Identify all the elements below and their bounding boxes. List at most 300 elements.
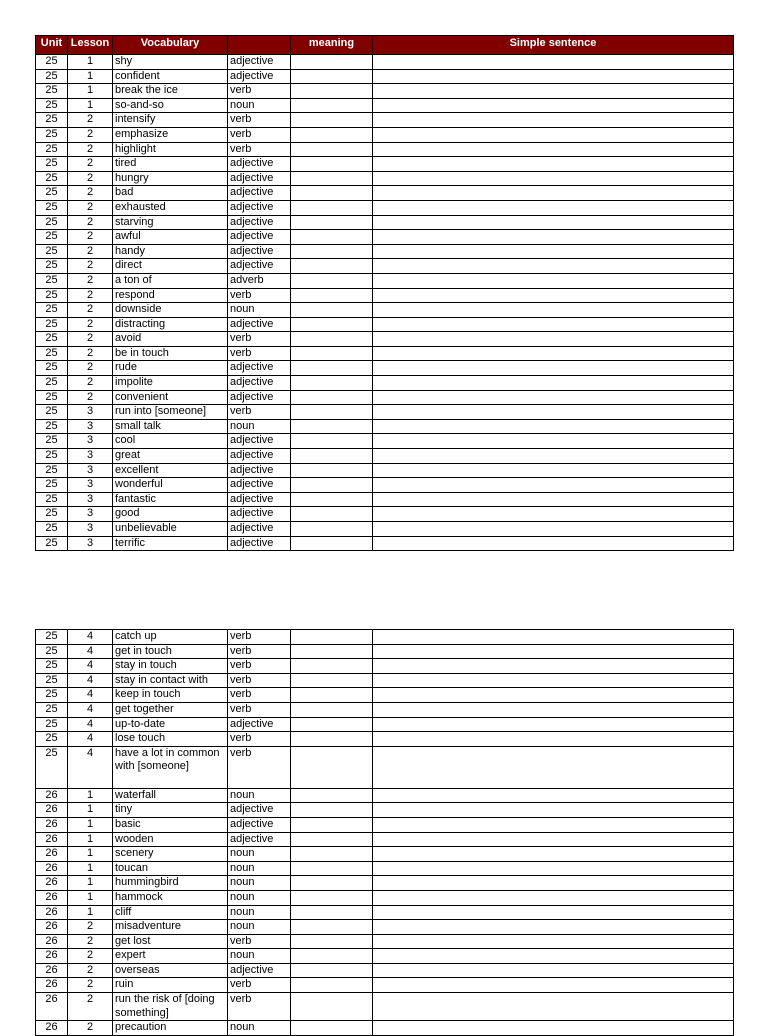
- lesson-cell: 2: [68, 142, 113, 157]
- table-row: [36, 1021, 734, 1036]
- sentence-cell: [373, 332, 734, 347]
- vocabulary-cell: emphasize: [113, 127, 228, 142]
- meaning-cell: [291, 171, 373, 186]
- meaning-cell: [291, 84, 373, 99]
- unit-cell: 25: [36, 419, 68, 434]
- unit-cell: 25: [36, 732, 68, 747]
- vocabulary-cell: handy: [113, 244, 228, 259]
- table-row: [36, 288, 734, 303]
- lesson-cell: 3: [68, 522, 113, 537]
- vocabulary-cell: have a lot in common with [someone]: [113, 746, 228, 788]
- part-of-speech-cell: noun: [228, 876, 291, 891]
- meaning-cell: [291, 803, 373, 818]
- table-row: [36, 273, 734, 288]
- vocabulary-cell: rude: [113, 361, 228, 376]
- meaning-cell: [291, 817, 373, 832]
- unit-cell: 25: [36, 522, 68, 537]
- sentence-cell: [373, 98, 734, 113]
- table-row: [36, 630, 734, 645]
- table-row: [36, 746, 734, 788]
- lesson-cell: 2: [68, 920, 113, 935]
- meaning-cell: [291, 332, 373, 347]
- lesson-cell: 1: [68, 861, 113, 876]
- unit-cell: 26: [36, 993, 68, 1021]
- unit-cell: 25: [36, 644, 68, 659]
- part-of-speech-cell: noun: [228, 890, 291, 905]
- part-of-speech-cell: adverb: [228, 273, 291, 288]
- part-of-speech-cell: noun: [228, 847, 291, 862]
- table-row: [36, 644, 734, 659]
- meaning-cell: [291, 536, 373, 551]
- part-of-speech-cell: verb: [228, 732, 291, 747]
- sentence-cell: [373, 259, 734, 274]
- table-row: [36, 419, 734, 434]
- vocabulary-cell: hungry: [113, 171, 228, 186]
- sentence-cell: [373, 644, 734, 659]
- sentence-cell: [373, 688, 734, 703]
- part-of-speech-cell: verb: [228, 993, 291, 1021]
- table-row: [36, 259, 734, 274]
- sentence-cell: [373, 478, 734, 493]
- sentence-cell: [373, 717, 734, 732]
- vocabulary-cell: cool: [113, 434, 228, 449]
- part-of-speech-cell: adjective: [228, 390, 291, 405]
- unit-cell: 26: [36, 905, 68, 920]
- vocabulary-cell: misadventure: [113, 920, 228, 935]
- table-row: [36, 434, 734, 449]
- sentence-cell: [373, 84, 734, 99]
- table-row: [36, 717, 734, 732]
- unit-cell: 26: [36, 803, 68, 818]
- lesson-cell: 1: [68, 905, 113, 920]
- part-of-speech-cell: noun: [228, 98, 291, 113]
- vocabulary-cell: ruin: [113, 978, 228, 993]
- vocabulary-cell: confident: [113, 69, 228, 84]
- unit-cell: 26: [36, 963, 68, 978]
- lesson-cell: 2: [68, 1021, 113, 1036]
- sentence-cell: [373, 142, 734, 157]
- vocabulary-cell: keep in touch: [113, 688, 228, 703]
- table-row: [36, 376, 734, 391]
- sentence-cell: [373, 630, 734, 645]
- unit-cell: 25: [36, 449, 68, 464]
- lesson-cell: 4: [68, 746, 113, 788]
- lesson-cell: 3: [68, 536, 113, 551]
- meaning-cell: [291, 993, 373, 1021]
- sentence-cell: [373, 1021, 734, 1036]
- lesson-cell: 1: [68, 890, 113, 905]
- unit-cell: 26: [36, 832, 68, 847]
- unit-cell: 26: [36, 934, 68, 949]
- lesson-cell: 3: [68, 419, 113, 434]
- sentence-cell: [373, 390, 734, 405]
- lesson-cell: 2: [68, 949, 113, 964]
- table-row: [36, 993, 734, 1021]
- lesson-cell: 3: [68, 492, 113, 507]
- sentence-cell: [373, 993, 734, 1021]
- sentence-cell: [373, 746, 734, 788]
- meaning-cell: [291, 644, 373, 659]
- meaning-cell: [291, 361, 373, 376]
- table-row: [36, 230, 734, 245]
- lesson-cell: 2: [68, 259, 113, 274]
- unit-cell: 25: [36, 171, 68, 186]
- part-of-speech-cell: adjective: [228, 492, 291, 507]
- table-row: [36, 69, 734, 84]
- unit-cell: 25: [36, 659, 68, 674]
- lesson-cell: 2: [68, 978, 113, 993]
- meaning-cell: [291, 346, 373, 361]
- unit-cell: 25: [36, 434, 68, 449]
- vocabulary-cell: cliff: [113, 905, 228, 920]
- part-of-speech-cell: verb: [228, 934, 291, 949]
- part-of-speech-cell: adjective: [228, 215, 291, 230]
- meaning-cell: [291, 405, 373, 420]
- part-of-speech-cell: verb: [228, 978, 291, 993]
- unit-cell: 25: [36, 492, 68, 507]
- table-row: [36, 788, 734, 803]
- vocabulary-cell: break the ice: [113, 84, 228, 99]
- part-of-speech-cell: verb: [228, 142, 291, 157]
- sentence-cell: [373, 522, 734, 537]
- sentence-cell: [373, 171, 734, 186]
- unit-cell: 25: [36, 127, 68, 142]
- meaning-cell: [291, 963, 373, 978]
- sentence-cell: [373, 659, 734, 674]
- part-of-speech-cell: adjective: [228, 478, 291, 493]
- sentence-cell: [373, 244, 734, 259]
- sentence-cell: [373, 788, 734, 803]
- table-row: [36, 832, 734, 847]
- vocabulary-cell: excellent: [113, 463, 228, 478]
- table-row: [36, 847, 734, 862]
- table-row: [36, 522, 734, 537]
- vocabulary-cell: downside: [113, 303, 228, 318]
- unit-cell: 25: [36, 390, 68, 405]
- table-row: [36, 659, 734, 674]
- part-of-speech-cell: verb: [228, 659, 291, 674]
- unit-cell: 25: [36, 536, 68, 551]
- sentence-cell: [373, 890, 734, 905]
- table-row: [36, 157, 734, 172]
- lesson-cell: 4: [68, 688, 113, 703]
- table-row: [36, 463, 734, 478]
- vocabulary-cell: terrific: [113, 536, 228, 551]
- table-row: [36, 478, 734, 493]
- vocabulary-cell: hummingbird: [113, 876, 228, 891]
- meaning-cell: [291, 746, 373, 788]
- table-row: [36, 934, 734, 949]
- table-row: [36, 171, 734, 186]
- unit-cell: 26: [36, 1021, 68, 1036]
- sentence-cell: [373, 978, 734, 993]
- unit-cell: 26: [36, 817, 68, 832]
- part-of-speech-cell: verb: [228, 688, 291, 703]
- vocabulary-cell: up-to-date: [113, 717, 228, 732]
- meaning-cell: [291, 788, 373, 803]
- part-of-speech-cell: adjective: [228, 507, 291, 522]
- lesson-cell: 2: [68, 244, 113, 259]
- lesson-cell: 2: [68, 963, 113, 978]
- part-of-speech-cell: noun: [228, 1021, 291, 1036]
- unit-cell: 25: [36, 702, 68, 717]
- meaning-cell: [291, 142, 373, 157]
- vocabulary-cell: respond: [113, 288, 228, 303]
- lesson-cell: 2: [68, 127, 113, 142]
- sentence-cell: [373, 346, 734, 361]
- lesson-cell: 1: [68, 847, 113, 862]
- part-of-speech-cell: verb: [228, 746, 291, 788]
- header-unit: Unit: [36, 36, 68, 55]
- unit-cell: 25: [36, 507, 68, 522]
- header-vocabulary: Vocabulary: [113, 36, 228, 55]
- lesson-cell: 1: [68, 803, 113, 818]
- lesson-cell: 2: [68, 230, 113, 245]
- vocabulary-cell: wooden: [113, 832, 228, 847]
- part-of-speech-cell: verb: [228, 84, 291, 99]
- meaning-cell: [291, 69, 373, 84]
- unit-cell: 25: [36, 273, 68, 288]
- lesson-cell: 2: [68, 157, 113, 172]
- unit-cell: 25: [36, 69, 68, 84]
- sentence-cell: [373, 934, 734, 949]
- vocabulary-cell: overseas: [113, 963, 228, 978]
- part-of-speech-cell: verb: [228, 113, 291, 128]
- lesson-cell: 2: [68, 113, 113, 128]
- part-of-speech-cell: adjective: [228, 171, 291, 186]
- unit-cell: 25: [36, 688, 68, 703]
- meaning-cell: [291, 303, 373, 318]
- sentence-cell: [373, 419, 734, 434]
- sentence-cell: [373, 288, 734, 303]
- sentence-cell: [373, 361, 734, 376]
- meaning-cell: [291, 317, 373, 332]
- unit-cell: 26: [36, 876, 68, 891]
- sentence-cell: [373, 963, 734, 978]
- part-of-speech-cell: adjective: [228, 717, 291, 732]
- lesson-cell: 2: [68, 215, 113, 230]
- lesson-cell: 1: [68, 55, 113, 70]
- meaning-cell: [291, 186, 373, 201]
- unit-cell: 25: [36, 55, 68, 70]
- header-row: [36, 36, 734, 55]
- unit-cell: 25: [36, 630, 68, 645]
- part-of-speech-cell: verb: [228, 673, 291, 688]
- header-meaning: meaning: [291, 36, 373, 55]
- table-row: [36, 390, 734, 405]
- part-of-speech-cell: adjective: [228, 317, 291, 332]
- sentence-cell: [373, 536, 734, 551]
- part-of-speech-cell: verb: [228, 630, 291, 645]
- part-of-speech-cell: noun: [228, 419, 291, 434]
- vocabulary-cell: convenient: [113, 390, 228, 405]
- sentence-cell: [373, 492, 734, 507]
- vocabulary-cell: small talk: [113, 419, 228, 434]
- table-row: [36, 920, 734, 935]
- unit-cell: 25: [36, 332, 68, 347]
- meaning-cell: [291, 890, 373, 905]
- table-row: [36, 98, 734, 113]
- meaning-cell: [291, 419, 373, 434]
- meaning-cell: [291, 717, 373, 732]
- unit-cell: 25: [36, 259, 68, 274]
- lesson-cell: 3: [68, 463, 113, 478]
- unit-cell: 26: [36, 978, 68, 993]
- table-row: [36, 361, 734, 376]
- part-of-speech-cell: adjective: [228, 55, 291, 70]
- meaning-cell: [291, 55, 373, 70]
- lesson-cell: 2: [68, 200, 113, 215]
- part-of-speech-cell: noun: [228, 905, 291, 920]
- unit-cell: 25: [36, 346, 68, 361]
- table-row: [36, 949, 734, 964]
- table-row: [36, 449, 734, 464]
- vocabulary-cell: highlight: [113, 142, 228, 157]
- table-row: [36, 127, 734, 142]
- lesson-cell: 1: [68, 832, 113, 847]
- meaning-cell: [291, 127, 373, 142]
- vocabulary-cell: avoid: [113, 332, 228, 347]
- header-simple-sentence: Simple sentence: [373, 36, 734, 55]
- part-of-speech-cell: verb: [228, 405, 291, 420]
- unit-cell: 25: [36, 478, 68, 493]
- sentence-cell: [373, 732, 734, 747]
- unit-cell: 25: [36, 244, 68, 259]
- lesson-cell: 4: [68, 644, 113, 659]
- part-of-speech-cell: adjective: [228, 434, 291, 449]
- vocabulary-cell: fantastic: [113, 492, 228, 507]
- part-of-speech-cell: adjective: [228, 522, 291, 537]
- unit-cell: 25: [36, 84, 68, 99]
- vocabulary-cell: scenery: [113, 847, 228, 862]
- lesson-cell: 4: [68, 630, 113, 645]
- meaning-cell: [291, 673, 373, 688]
- lesson-cell: 4: [68, 702, 113, 717]
- vocabulary-cell: direct: [113, 259, 228, 274]
- meaning-cell: [291, 215, 373, 230]
- table-row: [36, 876, 734, 891]
- unit-cell: 25: [36, 376, 68, 391]
- lesson-cell: 4: [68, 732, 113, 747]
- sentence-cell: [373, 55, 734, 70]
- lesson-cell: 4: [68, 659, 113, 674]
- unit-cell: 25: [36, 317, 68, 332]
- lesson-cell: 2: [68, 171, 113, 186]
- vocabulary-cell: good: [113, 507, 228, 522]
- vocabulary-cell: impolite: [113, 376, 228, 391]
- table-row: [36, 113, 734, 128]
- sentence-cell: [373, 449, 734, 464]
- lesson-cell: 2: [68, 346, 113, 361]
- lesson-cell: 2: [68, 332, 113, 347]
- vocabulary-cell: toucan: [113, 861, 228, 876]
- meaning-cell: [291, 847, 373, 862]
- table-row: [36, 84, 734, 99]
- lesson-cell: 1: [68, 84, 113, 99]
- unit-cell: 25: [36, 405, 68, 420]
- vocabulary-cell: so-and-so: [113, 98, 228, 113]
- unit-cell: 25: [36, 113, 68, 128]
- part-of-speech-cell: adjective: [228, 186, 291, 201]
- meaning-cell: [291, 390, 373, 405]
- vocabulary-cell: get lost: [113, 934, 228, 949]
- lesson-cell: 2: [68, 993, 113, 1021]
- vocabulary-cell: awful: [113, 230, 228, 245]
- part-of-speech-cell: verb: [228, 346, 291, 361]
- meaning-cell: [291, 259, 373, 274]
- sentence-cell: [373, 303, 734, 318]
- table-row: [36, 732, 734, 747]
- vocabulary-cell: shy: [113, 55, 228, 70]
- part-of-speech-cell: adjective: [228, 244, 291, 259]
- unit-cell: 25: [36, 288, 68, 303]
- vocabulary-cell: basic: [113, 817, 228, 832]
- lesson-cell: 3: [68, 507, 113, 522]
- meaning-cell: [291, 478, 373, 493]
- vocabulary-cell: hammock: [113, 890, 228, 905]
- sentence-cell: [373, 376, 734, 391]
- part-of-speech-cell: adjective: [228, 463, 291, 478]
- unit-cell: 25: [36, 215, 68, 230]
- table-row: [36, 405, 734, 420]
- part-of-speech-cell: adjective: [228, 963, 291, 978]
- sentence-cell: [373, 127, 734, 142]
- table-row: [36, 244, 734, 259]
- vocabulary-cell: starving: [113, 215, 228, 230]
- part-of-speech-cell: noun: [228, 303, 291, 318]
- sentence-cell: [373, 861, 734, 876]
- unit-cell: 25: [36, 186, 68, 201]
- part-of-speech-cell: adjective: [228, 259, 291, 274]
- vocabulary-cell: run into [someone]: [113, 405, 228, 420]
- part-of-speech-cell: adjective: [228, 69, 291, 84]
- unit-cell: 25: [36, 746, 68, 788]
- table-row: [36, 803, 734, 818]
- unit-cell: 26: [36, 890, 68, 905]
- meaning-cell: [291, 832, 373, 847]
- meaning-cell: [291, 522, 373, 537]
- vocabulary-cell: expert: [113, 949, 228, 964]
- lesson-cell: 4: [68, 717, 113, 732]
- meaning-cell: [291, 376, 373, 391]
- part-of-speech-cell: adjective: [228, 230, 291, 245]
- meaning-cell: [291, 434, 373, 449]
- lesson-cell: 2: [68, 288, 113, 303]
- sentence-cell: [373, 507, 734, 522]
- unit-cell: 26: [36, 949, 68, 964]
- sentence-cell: [373, 920, 734, 935]
- table-row: [36, 215, 734, 230]
- meaning-cell: [291, 157, 373, 172]
- sentence-cell: [373, 876, 734, 891]
- unit-cell: 25: [36, 361, 68, 376]
- vocabulary-cell: wonderful: [113, 478, 228, 493]
- lesson-cell: 2: [68, 376, 113, 391]
- part-of-speech-cell: adjective: [228, 376, 291, 391]
- vocabulary-cell: bad: [113, 186, 228, 201]
- vocabulary-cell: tired: [113, 157, 228, 172]
- vocabulary-cell: get in touch: [113, 644, 228, 659]
- table-row: [36, 673, 734, 688]
- vocabulary-cell: catch up: [113, 630, 228, 645]
- vocabulary-cell: unbelievable: [113, 522, 228, 537]
- vocabulary-cell: tiny: [113, 803, 228, 818]
- sentence-cell: [373, 405, 734, 420]
- meaning-cell: [291, 978, 373, 993]
- sentence-cell: [373, 463, 734, 478]
- sentence-cell: [373, 434, 734, 449]
- lesson-cell: 2: [68, 186, 113, 201]
